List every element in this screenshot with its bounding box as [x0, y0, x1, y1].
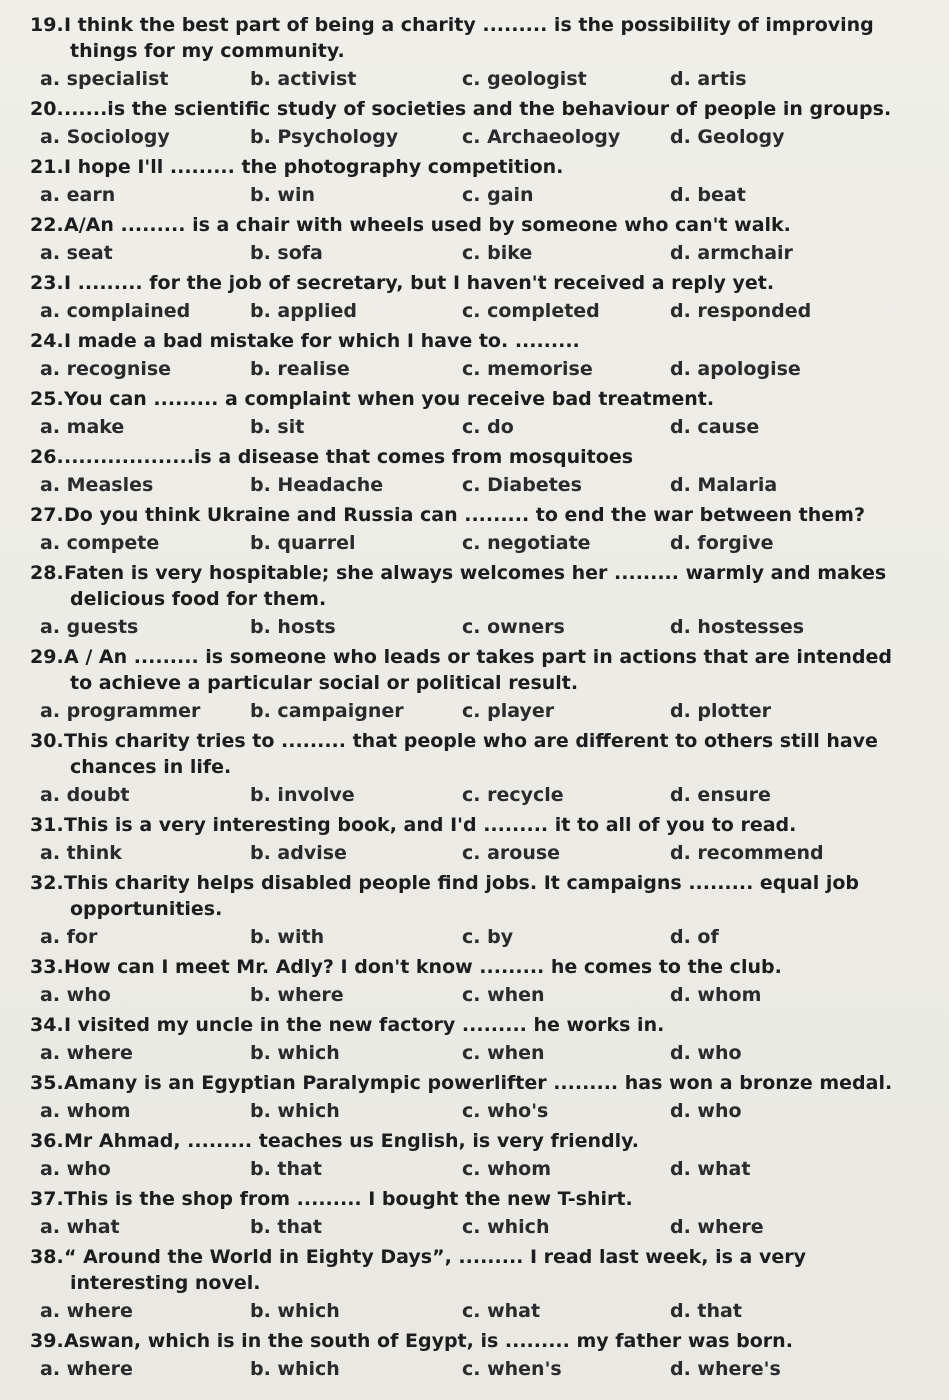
answer-option[interactable]: b. win — [250, 184, 316, 206]
answer-option[interactable]: c. arouse — [462, 842, 561, 864]
answer-option[interactable]: d. who — [670, 1100, 742, 1122]
options-row — [40, 1040, 927, 1066]
question-line: This charity tries to ......... that people who are different to others still have — [64, 730, 878, 752]
question-text — [30, 644, 927, 670]
question-line: “ Around the World in Eighty Days”, ......... I read last week, is a very — [64, 1246, 807, 1268]
question-line: ..................is a disease that comes from mosquitoes — [64, 446, 634, 468]
question-block — [30, 502, 927, 556]
answer-option[interactable]: a. where — [40, 1042, 133, 1064]
question-number: 26. — [30, 446, 64, 468]
answer-option[interactable]: b. quarrel — [250, 532, 356, 554]
question-line: Amany is an Egyptian Paralympic powerlifter ......... has won a bronze medal. — [64, 1072, 893, 1094]
question-block — [30, 1012, 927, 1066]
question-line: A / An ......... is someone who leads or takes part in actions that are intended — [64, 646, 892, 668]
question-text — [30, 96, 927, 122]
question-line: Do you think Ukraine and Russia can ......... to end the war between them? — [64, 504, 865, 526]
answer-option[interactable]: a. think — [40, 842, 122, 864]
answer-option[interactable]: c. recycle — [462, 784, 564, 806]
answer-option[interactable]: a. specialist — [40, 68, 169, 90]
options-row — [40, 782, 927, 808]
options-row — [40, 240, 927, 266]
question-line: Aswan, which is in the south of Egypt, is ......... my father was born. — [64, 1330, 793, 1352]
answer-option[interactable]: c. who's — [462, 1100, 549, 1122]
answer-option[interactable]: b. where — [250, 984, 344, 1006]
question-block — [30, 444, 927, 498]
answer-option[interactable]: a. earn — [40, 184, 116, 206]
question-line: opportunities. — [70, 898, 223, 920]
answer-option[interactable]: d. armchair — [670, 242, 793, 264]
answer-option[interactable]: d. of — [670, 926, 719, 948]
question-line: I hope I'll ......... the photography competition. — [64, 156, 564, 178]
answer-option[interactable]: a. Measles — [40, 474, 154, 496]
question-text — [30, 502, 927, 528]
answer-option[interactable]: a. make — [40, 416, 125, 438]
answer-option[interactable]: b. hosts — [250, 616, 336, 638]
question-block — [30, 954, 927, 1008]
question-block — [30, 12, 927, 92]
answer-option[interactable]: b. applied — [250, 300, 357, 322]
question-text — [30, 812, 927, 838]
question-line: ......is the scientific study of societies and the behaviour of people in groups. — [64, 98, 892, 120]
question-text — [30, 1128, 927, 1154]
question-block — [30, 1328, 927, 1382]
answer-option[interactable]: b. which — [250, 1300, 340, 1322]
question-text — [30, 954, 927, 980]
question-text-continued — [30, 586, 927, 612]
question-block — [30, 1244, 927, 1324]
options-row — [40, 924, 927, 950]
options-row — [40, 1298, 927, 1324]
answer-option[interactable]: c. what — [462, 1300, 541, 1322]
question-number: 28. — [30, 562, 64, 584]
answer-option[interactable]: a. recognise — [40, 358, 172, 380]
options-row — [40, 182, 927, 208]
answer-option[interactable]: a. seat — [40, 242, 113, 264]
answer-option[interactable]: b. which — [250, 1042, 340, 1064]
answer-option[interactable]: d. where — [670, 1216, 764, 1238]
question-block — [30, 1070, 927, 1124]
question-number: 24. — [30, 330, 64, 352]
question-text — [30, 12, 927, 38]
question-text — [30, 1012, 927, 1038]
question-block — [30, 386, 927, 440]
answer-option[interactable]: b. that — [250, 1158, 322, 1180]
question-number: 31. — [30, 814, 64, 836]
options-row — [40, 472, 927, 498]
question-number: 29. — [30, 646, 64, 668]
options-row — [40, 124, 927, 150]
options-row — [40, 530, 927, 556]
options-row — [40, 298, 927, 324]
answer-option[interactable]: c. player — [462, 700, 555, 722]
question-text-continued — [30, 38, 927, 64]
answer-option[interactable]: d. cause — [670, 416, 760, 438]
answer-option[interactable]: c. Diabetes — [462, 474, 582, 496]
options-row — [40, 698, 927, 724]
answer-option[interactable]: d. whom — [670, 984, 762, 1006]
question-text — [30, 270, 927, 296]
question-line: Faten is very hospitable; she always welcomes her ......... warmly and makes — [64, 562, 887, 584]
answer-option[interactable]: c. when's — [462, 1358, 562, 1380]
options-row — [40, 1356, 927, 1382]
answer-option[interactable]: a. programmer — [40, 700, 201, 722]
question-text — [30, 870, 927, 896]
question-text — [30, 328, 927, 354]
question-block — [30, 1186, 927, 1240]
answer-option[interactable]: c. completed — [462, 300, 600, 322]
options-row — [40, 66, 927, 92]
answer-option[interactable]: b. Headache — [250, 474, 384, 496]
question-number: 37. — [30, 1188, 64, 1210]
answer-option[interactable]: c. memorise — [462, 358, 593, 380]
options-row — [40, 414, 927, 440]
answer-option[interactable]: c. gain — [462, 184, 534, 206]
question-line: Mr Ahmad, ......... teaches us English, is very friendly. — [64, 1130, 640, 1152]
question-block — [30, 270, 927, 324]
question-line: I visited my uncle in the new factory ......... he works in. — [64, 1014, 665, 1036]
question-line: A/An ......... is a chair with wheels used by someone who can't walk. — [64, 214, 791, 236]
options-row — [40, 1156, 927, 1182]
question-number: 20. — [30, 98, 64, 120]
question-text — [30, 386, 927, 412]
question-line: I made a bad mistake for which I have to. ......... — [64, 330, 580, 352]
answer-option[interactable]: d. artis — [670, 68, 747, 90]
answer-option[interactable]: c. geologist — [462, 68, 587, 90]
question-number: 34. — [30, 1014, 64, 1036]
answer-option[interactable]: b. which — [250, 1358, 340, 1380]
answer-option[interactable]: b. with — [250, 926, 325, 948]
question-text-continued — [30, 670, 927, 696]
answer-option[interactable]: d. Geology — [670, 126, 785, 148]
answer-option[interactable]: c. which — [462, 1216, 550, 1238]
answer-option[interactable]: b. advise — [250, 842, 347, 864]
question-number: 39. — [30, 1330, 64, 1352]
question-number: 25. — [30, 388, 64, 410]
options-row — [40, 982, 927, 1008]
question-text — [30, 728, 927, 754]
answer-option[interactable]: d. what — [670, 1158, 751, 1180]
question-block — [30, 812, 927, 866]
question-text — [30, 444, 927, 470]
answer-option[interactable]: a. Sociology — [40, 126, 170, 148]
question-number: 30. — [30, 730, 64, 752]
answer-option[interactable]: a. where — [40, 1300, 133, 1322]
question-text — [30, 1186, 927, 1212]
answer-option[interactable]: a. guests — [40, 616, 139, 638]
question-block — [30, 644, 927, 724]
answer-option[interactable]: d. who — [670, 1042, 742, 1064]
answer-option[interactable]: d. that — [670, 1300, 742, 1322]
answer-option[interactable]: c. do — [462, 416, 514, 438]
answer-option[interactable]: a. who — [40, 984, 111, 1006]
question-text-continued — [30, 754, 927, 780]
answer-option[interactable]: c. bike — [462, 242, 533, 264]
answer-option[interactable]: a. what — [40, 1216, 120, 1238]
question-text — [30, 1328, 927, 1354]
question-number: 22. — [30, 214, 64, 236]
options-row — [40, 840, 927, 866]
question-line: delicious food for them. — [70, 588, 327, 610]
answer-option[interactable]: b. campaigner — [250, 700, 404, 722]
question-block — [30, 1128, 927, 1182]
question-line: This is a very interesting book, and I'd ......... it to all of you to read. — [64, 814, 797, 836]
answer-option[interactable]: d. plotter — [670, 700, 772, 722]
answer-option[interactable]: b. sofa — [250, 242, 323, 264]
question-number: 19. — [30, 14, 64, 36]
question-block — [30, 212, 927, 266]
question-text — [30, 154, 927, 180]
answer-option[interactable]: b. activist — [250, 68, 357, 90]
question-number: 23. — [30, 272, 64, 294]
question-number: 21. — [30, 156, 64, 178]
question-line: This charity helps disabled people find jobs. It campaigns ......... equal job — [64, 872, 860, 894]
question-line: things for my community. — [70, 40, 345, 62]
answer-option[interactable]: d. forgive — [670, 532, 774, 554]
answer-option[interactable]: d. where's — [670, 1358, 781, 1380]
question-block — [30, 96, 927, 150]
options-row — [40, 356, 927, 382]
answer-option[interactable]: c. whom — [462, 1158, 552, 1180]
question-text — [30, 1244, 927, 1270]
question-block — [30, 154, 927, 208]
question-block — [30, 560, 927, 640]
answer-option[interactable]: b. that — [250, 1216, 322, 1238]
answer-option[interactable]: d. Malaria — [670, 474, 778, 496]
question-number: 27. — [30, 504, 64, 526]
question-text-continued — [30, 1270, 927, 1296]
answer-option[interactable]: a. for — [40, 926, 98, 948]
question-text — [30, 212, 927, 238]
question-line: to achieve a particular social or political result. — [70, 672, 579, 694]
question-block — [30, 728, 927, 808]
answer-option[interactable]: b. realise — [250, 358, 350, 380]
answer-option[interactable]: d. hostesses — [670, 616, 805, 638]
answer-option[interactable]: d. recommend — [670, 842, 824, 864]
question-number: 33. — [30, 956, 64, 978]
answer-option[interactable]: c. when — [462, 984, 545, 1006]
answer-option[interactable]: b. involve — [250, 784, 355, 806]
answer-option[interactable]: b. which — [250, 1100, 340, 1122]
answer-option[interactable]: b. sit — [250, 416, 305, 438]
options-row — [40, 1214, 927, 1240]
question-line: This is the shop from ......... I bought the new T-shirt. — [64, 1188, 633, 1210]
question-number: 32. — [30, 872, 64, 894]
question-number: 36. — [30, 1130, 64, 1152]
answer-option[interactable]: d. responded — [670, 300, 812, 322]
answer-option[interactable]: a. where — [40, 1358, 133, 1380]
question-line: I ......... for the job of secretary, but I haven't received a reply yet. — [64, 272, 775, 294]
options-row — [40, 614, 927, 640]
answer-option[interactable]: a. whom — [40, 1100, 131, 1122]
question-number: 38. — [30, 1246, 64, 1268]
question-text — [30, 1070, 927, 1096]
answer-option[interactable]: c. when — [462, 1042, 545, 1064]
answer-option[interactable]: d. apologise — [670, 358, 801, 380]
question-number: 35. — [30, 1072, 64, 1094]
answer-option[interactable]: c. negotiate — [462, 532, 591, 554]
answer-option[interactable]: c. Archaeology — [462, 126, 621, 148]
answer-option[interactable]: a. who — [40, 1158, 111, 1180]
answer-option[interactable]: c. by — [462, 926, 514, 948]
question-block — [30, 328, 927, 382]
answer-option[interactable]: a. compete — [40, 532, 160, 554]
answer-option[interactable]: d. ensure — [670, 784, 771, 806]
question-line: chances in life. — [70, 756, 232, 778]
answer-option[interactable]: a. doubt — [40, 784, 130, 806]
question-line: How can I meet Mr. Adly? I don't know ......... he comes to the club. — [64, 956, 782, 978]
question-text — [30, 560, 927, 586]
question-block — [30, 870, 927, 950]
question-text-continued — [30, 896, 927, 922]
answer-option[interactable]: d. beat — [670, 184, 746, 206]
answer-option[interactable]: a. complained — [40, 300, 191, 322]
answer-option[interactable]: c. owners — [462, 616, 565, 638]
options-row — [40, 1098, 927, 1124]
question-line: interesting novel. — [70, 1272, 261, 1294]
question-line: I think the best part of being a charity ......... is the possibility of improving — [64, 14, 874, 36]
answer-option[interactable]: b. Psychology — [250, 126, 399, 148]
question-line: You can ......... a complaint when you receive bad treatment. — [64, 388, 715, 410]
